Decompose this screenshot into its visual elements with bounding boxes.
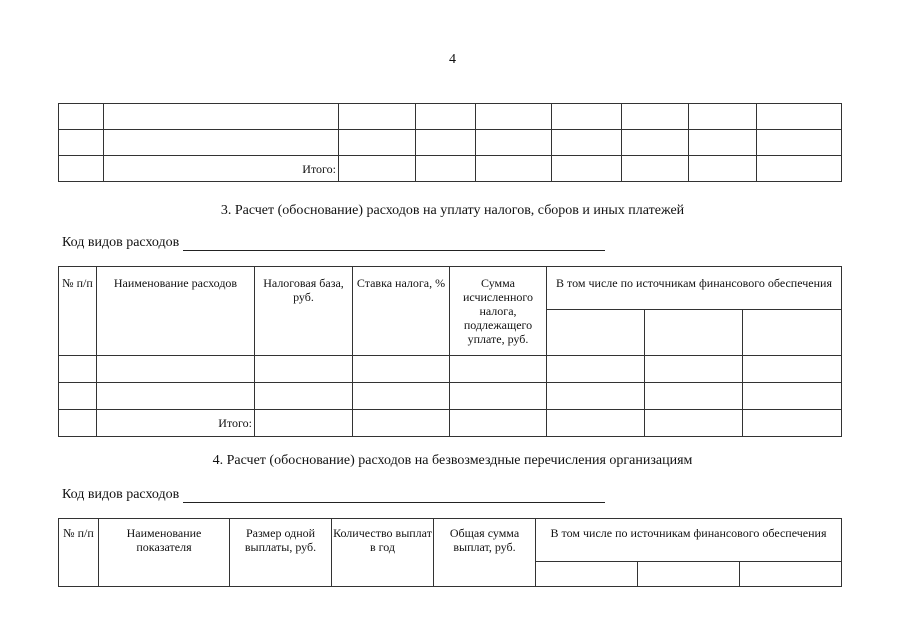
section-3-code-line [62, 235, 605, 251]
section-4-code-line [62, 487, 605, 503]
total-row [59, 156, 842, 182]
total-row [59, 410, 842, 437]
expense-code-label: Код видов расходов [62, 487, 180, 502]
expense-code-label: Код видов расходов [62, 235, 180, 250]
total-label: Итого: [97, 410, 255, 437]
table-row [59, 383, 842, 410]
col-num-header: № п/п [59, 267, 97, 356]
transfers-table [58, 518, 842, 587]
expense-code-field[interactable] [183, 488, 605, 503]
section-3-title: 3. Расчет (обоснование) расходов на уплату налогов, сборов и иных платежей [220, 203, 685, 218]
expense-code-field[interactable] [183, 236, 605, 251]
col-name-header: Наименование показателя [99, 519, 230, 587]
section-4-title: 4. Расчет (обоснование) расходов на безвозмездные перечисления организациям [212, 453, 693, 468]
col-tax-rate-header: Ставка налога, % [353, 267, 450, 356]
taxes-table [58, 266, 842, 437]
col-sources-header: В том числе по источникам финансового обеспечения [536, 519, 842, 562]
header-row [59, 519, 842, 562]
col-tax-sum-header: Сумма исчисленного налога, подлежащего уплате, руб. [450, 267, 547, 356]
col-name-header: Наименование расходов [97, 267, 255, 356]
col-num-header: № п/п [59, 519, 99, 587]
col-total-sum-header: Общая сумма выплат, руб. [434, 519, 536, 587]
header-row [59, 267, 842, 310]
top-table [58, 103, 842, 182]
table-row [59, 130, 842, 156]
page-number: 4 [449, 52, 456, 67]
table-row [59, 356, 842, 383]
col-sources-header: В том числе по источникам финансового обеспечения [547, 267, 842, 310]
col-tax-base-header: Налоговая база, руб. [255, 267, 353, 356]
table-row [59, 104, 842, 130]
col-payments-count-header: Количество выплат в год [332, 519, 434, 587]
total-label: Итого: [104, 156, 339, 182]
col-payment-size-header: Размер одной выплаты, руб. [230, 519, 332, 587]
